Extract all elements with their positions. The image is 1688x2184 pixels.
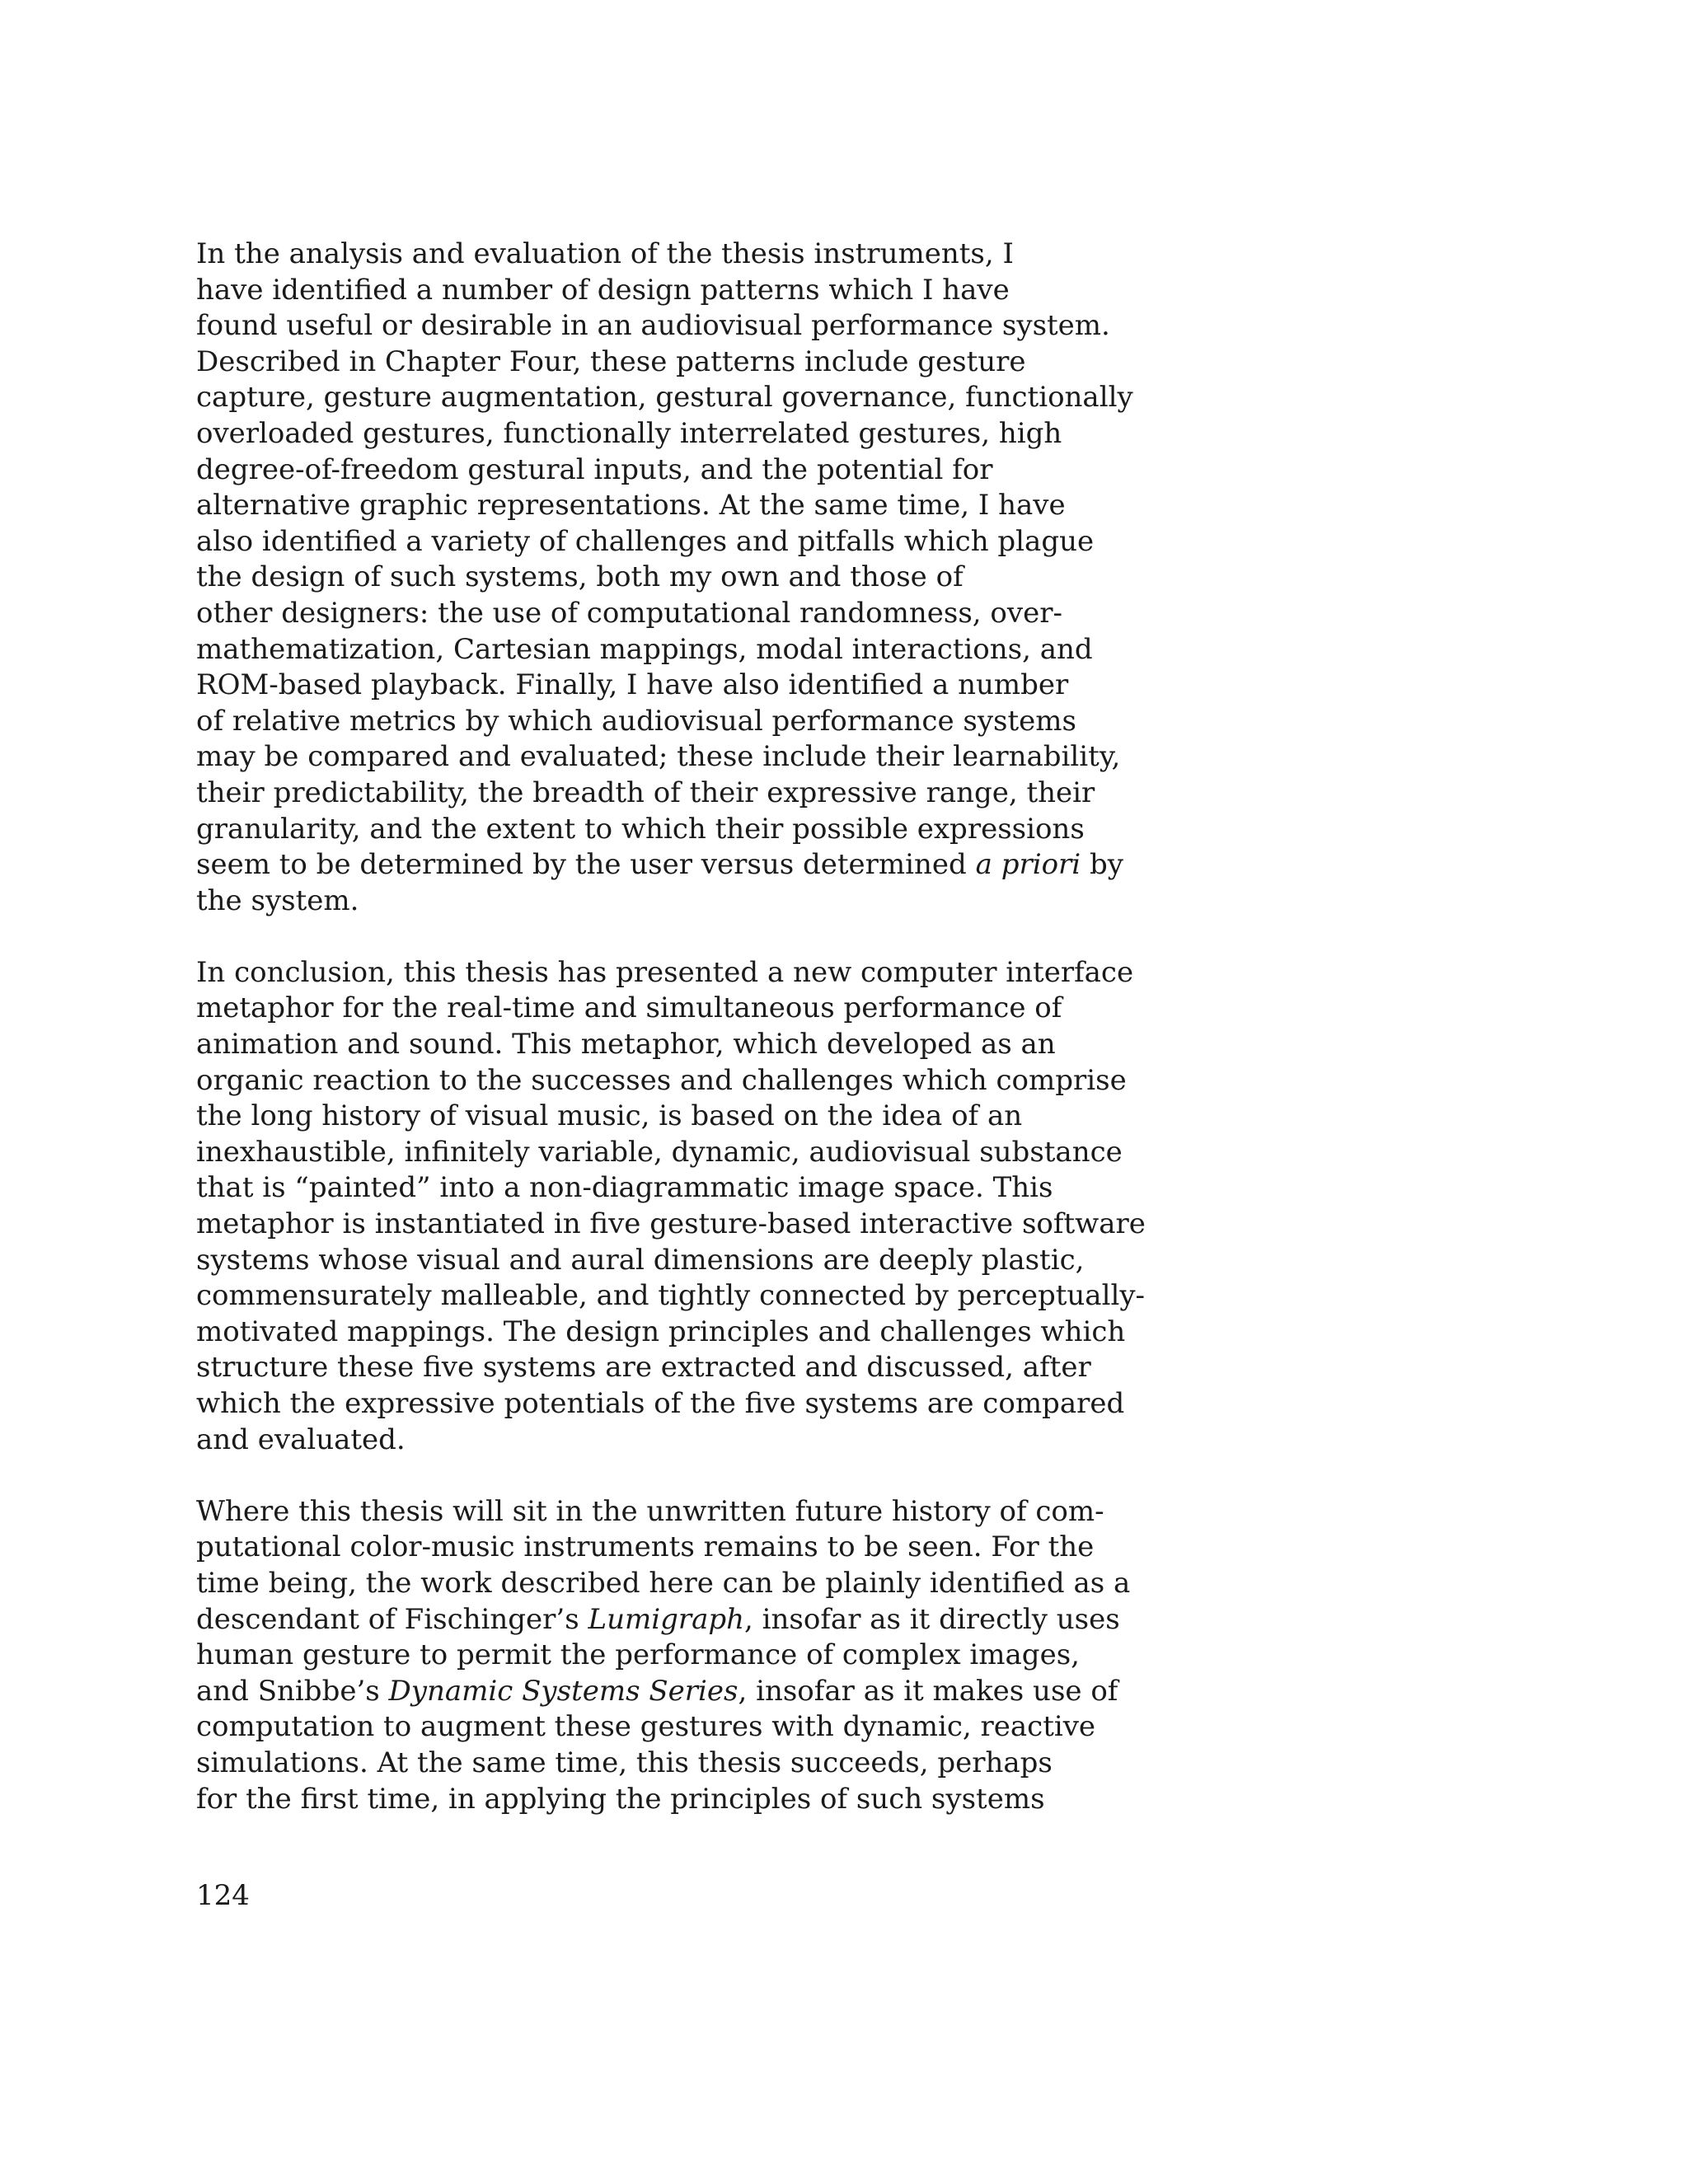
text-line: and evaluated. <box>196 1422 406 1456</box>
text-segment: by <box>1081 848 1123 882</box>
italic-term: a priori <box>975 848 1081 882</box>
text-line: other designers: the use of computational randomness, over- <box>196 596 1062 630</box>
text-line: simulations. At the same time, this thesis succeeds, perhaps <box>196 1746 1053 1779</box>
text-line: for the first time, in applying the principles of such systems <box>196 1782 1045 1816</box>
text-segment: , insofar as it directly uses <box>744 1602 1120 1636</box>
text-line: the system. <box>196 883 359 917</box>
page-number: 124 <box>196 1879 250 1912</box>
text-line: also identified a variety of challenges and pitfalls which plague <box>196 524 1095 558</box>
text-line: inexhaustible, infinitely variable, dynamic, audiovisual substance <box>196 1135 1123 1169</box>
text-line: putational color-music instruments remains to be seen. For the <box>196 1530 1095 1564</box>
text-line: degree-of-freedom gestural inputs, and the potential for <box>196 452 993 486</box>
text-line: commensurately malleable, and tightly connected by perceptually- <box>196 1279 1146 1313</box>
text-line: which the expressive potentials of the five systems are compared <box>196 1387 1125 1420</box>
text-line: In the analysis and evaluation of the thesis instruments, I <box>196 237 1014 270</box>
text-line-mixed <box>196 847 1123 883</box>
italic-term: Dynamic Systems Series <box>388 1674 738 1708</box>
text-line-mixed <box>196 1674 1118 1710</box>
text-line: motivated mappings. The design principles and challenges which <box>196 1315 1126 1348</box>
text-line: Described in Chapter Four, these patterns include gesture <box>196 344 1026 378</box>
text-line: capture, gesture augmentation, gestural governance, functionally <box>196 381 1133 415</box>
paragraph-3 <box>196 1494 1131 1817</box>
text-line-mixed <box>196 1602 1120 1638</box>
text-line: metaphor is instantiated in five gesture-based interactive software <box>196 1207 1146 1241</box>
text-line: In conclusion, this thesis has presented a new computer interface <box>196 955 1134 989</box>
text-line: have identified a number of design patterns which I have <box>196 273 1010 307</box>
text-line: mathematization, Cartesian mappings, modal interactions, and <box>196 632 1093 666</box>
body-text <box>196 237 1146 1817</box>
text-line: found useful or desirable in an audiovisual performance system. <box>196 309 1110 343</box>
text-segment: seem to be determined by the user versus determined <box>196 848 976 882</box>
text-line: structure these five systems are extracted and discussed, after <box>196 1351 1091 1385</box>
paragraph-2 <box>196 955 1146 1458</box>
text-line: animation and sound. This metaphor, which developed as an <box>196 1028 1056 1062</box>
text-line: human gesture to permit the performance of complex images, <box>196 1638 1080 1672</box>
text-segment: descendant of Fischinger’s <box>196 1602 588 1636</box>
italic-term: Lumigraph <box>588 1602 745 1636</box>
text-line: systems whose visual and aural dimensions are deeply plastic, <box>196 1243 1085 1277</box>
text-line: ROM-based playback. Finally, I have also identified a number <box>196 668 1069 702</box>
text-line: the design of such systems, both my own and those of <box>196 560 964 594</box>
text-line: that is “painted” into a non-diagrammatic image space. This <box>196 1171 1053 1205</box>
paragraph-1 <box>196 237 1133 919</box>
text-line: organic reaction to the successes and challenges which comprise <box>196 1063 1127 1097</box>
text-line: metaphor for the real-time and simultaneous performance of <box>196 991 1062 1025</box>
text-line: computation to augment these gestures with dynamic, reactive <box>196 1710 1096 1744</box>
text-segment: , insofar as it makes use of <box>738 1674 1118 1708</box>
text-line: Where this thesis will sit in the unwritten future history of com- <box>196 1494 1104 1528</box>
text-line: of relative metrics by which audiovisual performance systems <box>196 704 1076 738</box>
text-segment: and Snibbe’s <box>196 1674 389 1708</box>
text-line: granularity, and the extent to which their possible expressions <box>196 812 1085 846</box>
text-line: the long history of visual music, is based on the idea of an <box>196 1099 1023 1133</box>
text-line: their predictability, the breadth of their expressive range, their <box>196 776 1095 809</box>
text-line: overloaded gestures, functionally interrelated gestures, high <box>196 416 1062 450</box>
text-line: alternative graphic representations. At the same time, I have <box>196 489 1066 523</box>
text-line: time being, the work described here can be plainly identified as a <box>196 1566 1131 1600</box>
text-line: may be compared and evaluated; these include their learnability, <box>196 740 1121 774</box>
